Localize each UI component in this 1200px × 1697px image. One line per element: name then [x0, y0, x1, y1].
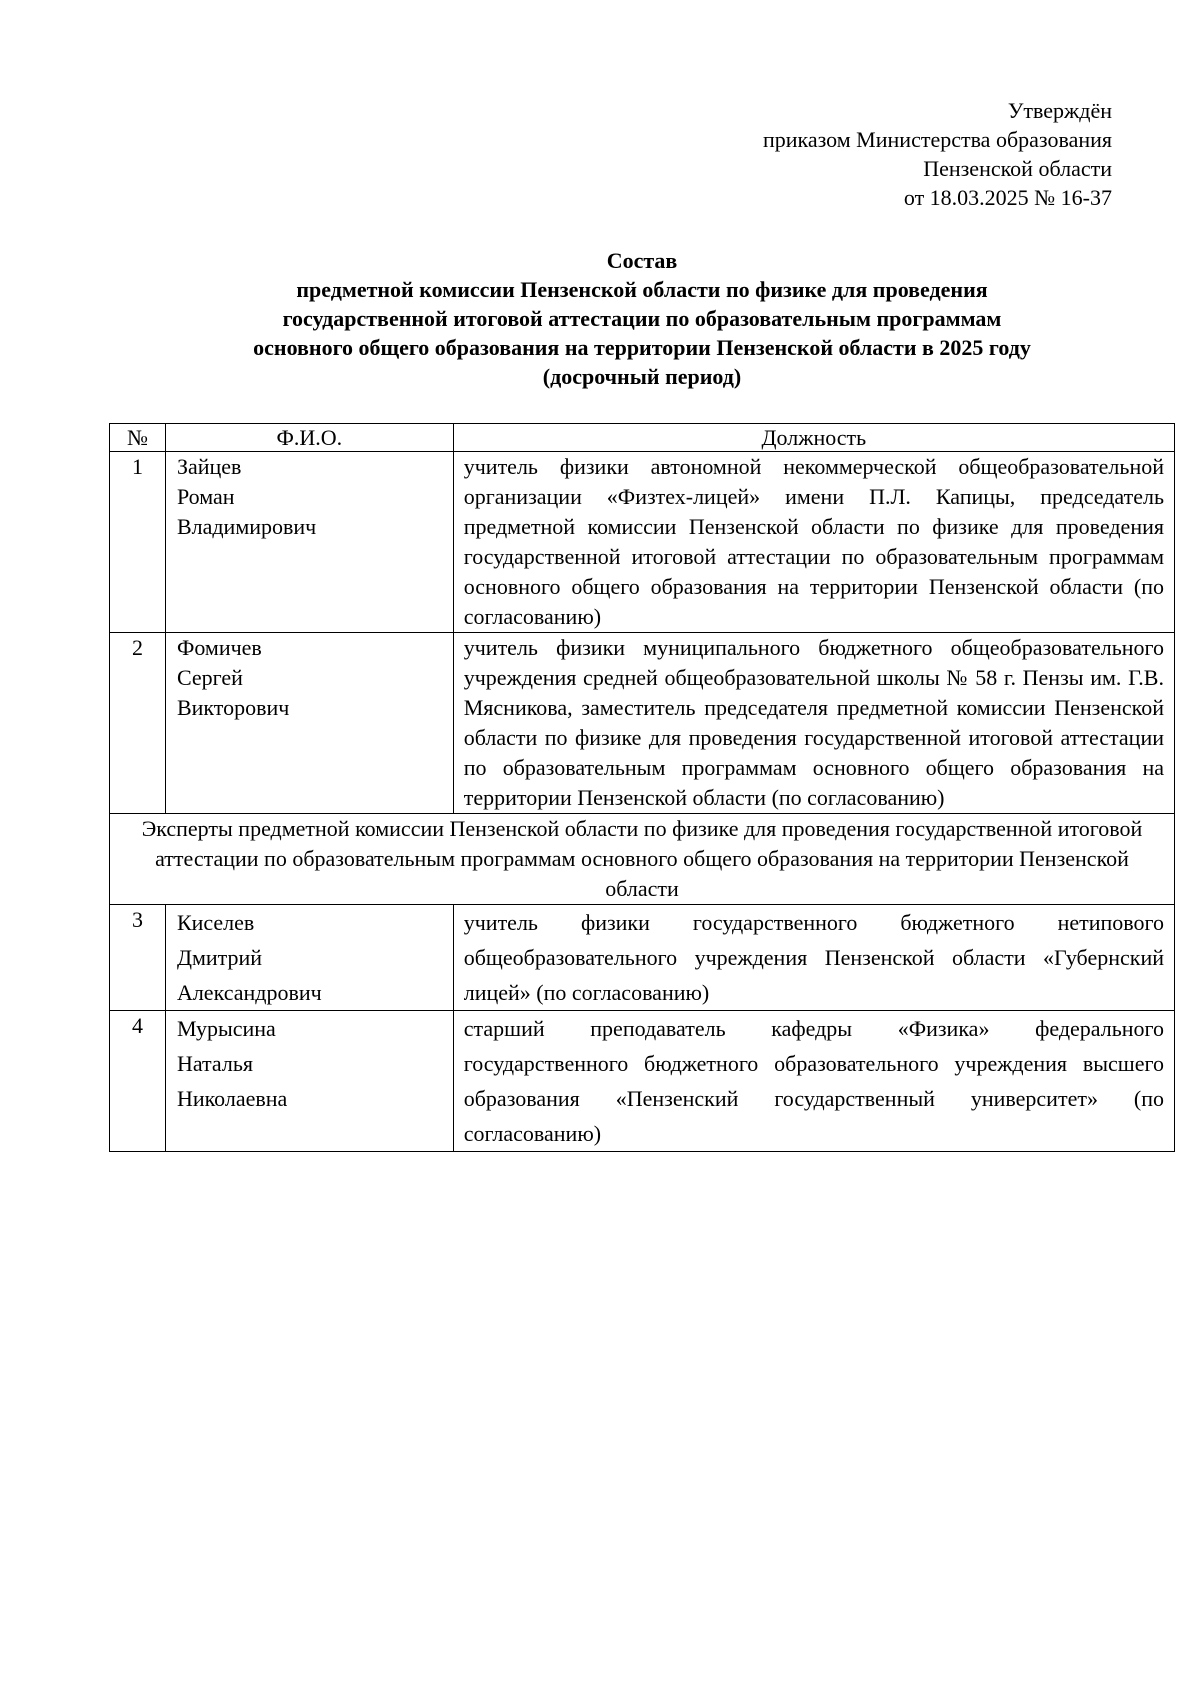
- first-name: Сергей: [176, 665, 243, 690]
- title-line: государственной итоговой аттестации по образовательным программам: [282, 306, 1002, 331]
- surname: Киселев: [176, 910, 255, 935]
- title-line: (досрочный период): [542, 364, 742, 389]
- surname: Мурысина: [176, 1016, 276, 1041]
- table-row: [110, 452, 1175, 633]
- member-position: учитель физики автономной некоммерческой общеобразовательной организации «Физтех-лицей» имени П.Л. Капицы, председатель предметной комиссии Пензенской области по физике для проведения государственной итоговой аттестации по образовательным программам основного общего образования на территории Пензенской области (по согласованию): [453, 452, 1174, 633]
- member-name: [165, 633, 453, 814]
- member-position: учитель физики муниципального бюджетного общеобразовательного учреждения средней общеобразовательной школы № 58 г. Пензы им. Г.В. Мясникова, заместитель председателя предметной комиссии Пензенской области по физике для проведения государственной итоговой аттестации по образовательным программам основного общего образования на территории Пензенской области (по согласованию): [453, 633, 1174, 814]
- header-position: Должность: [453, 424, 1174, 452]
- patronymic: Николаевна: [176, 1086, 288, 1111]
- table-row: [110, 633, 1175, 814]
- member-position: учитель физики государственного бюджетного нетипового общеобразовательного учреждения Пензенской области «Губернский лицей» (по согласованию): [453, 905, 1174, 1011]
- member-name: [165, 1011, 453, 1152]
- title-line: Состав: [606, 248, 678, 273]
- table-row: [110, 1011, 1175, 1152]
- row-num: 4: [110, 1011, 166, 1152]
- surname: Зайцев: [176, 454, 242, 479]
- first-name: Наталья: [176, 1051, 253, 1076]
- experts-section-header: Эксперты предметной комиссии Пензенской области по физике для проведения государственной итоговой аттестации по образовательным программам основного общего образования на территории Пензенской области: [110, 814, 1175, 905]
- approval-line: Утверждён: [1007, 98, 1112, 123]
- member-name: [165, 452, 453, 633]
- member-name: [165, 905, 453, 1011]
- header-name: Ф.И.О.: [165, 424, 453, 452]
- surname: Фомичев: [176, 635, 262, 660]
- document-title: [110, 246, 1174, 391]
- approval-line: приказом Министерства образования: [762, 127, 1112, 152]
- table-header-row: [110, 424, 1175, 452]
- table-row: [110, 905, 1175, 1011]
- title-line: основного общего образования на территории Пензенской области в 2025 году: [253, 335, 1031, 360]
- member-position: старший преподаватель кафедры «Физика» федерального государственного бюджетного образовательного учреждения высшего образования «Пензенский государственный университет» (по согласованию): [453, 1011, 1174, 1152]
- title-line: предметной комиссии Пензенской области по физике для проведения: [296, 277, 988, 302]
- first-name: Дмитрий: [176, 945, 263, 970]
- patronymic: Викторович: [176, 695, 290, 720]
- header-num: №: [110, 424, 166, 452]
- section-header-row: [110, 814, 1175, 905]
- patronymic: Владимирович: [176, 514, 317, 539]
- approval-line: Пензенской области: [923, 156, 1112, 181]
- approval-date-line: от 18.03.2025 № 16-37: [903, 185, 1112, 210]
- row-num: 3: [110, 905, 166, 1011]
- patronymic: Александрович: [176, 980, 322, 1005]
- commission-table: [109, 423, 1175, 1152]
- approval-stamp: [632, 96, 1112, 212]
- row-num: 2: [110, 633, 166, 814]
- row-num: 1: [110, 452, 166, 633]
- first-name: Роман: [176, 484, 235, 509]
